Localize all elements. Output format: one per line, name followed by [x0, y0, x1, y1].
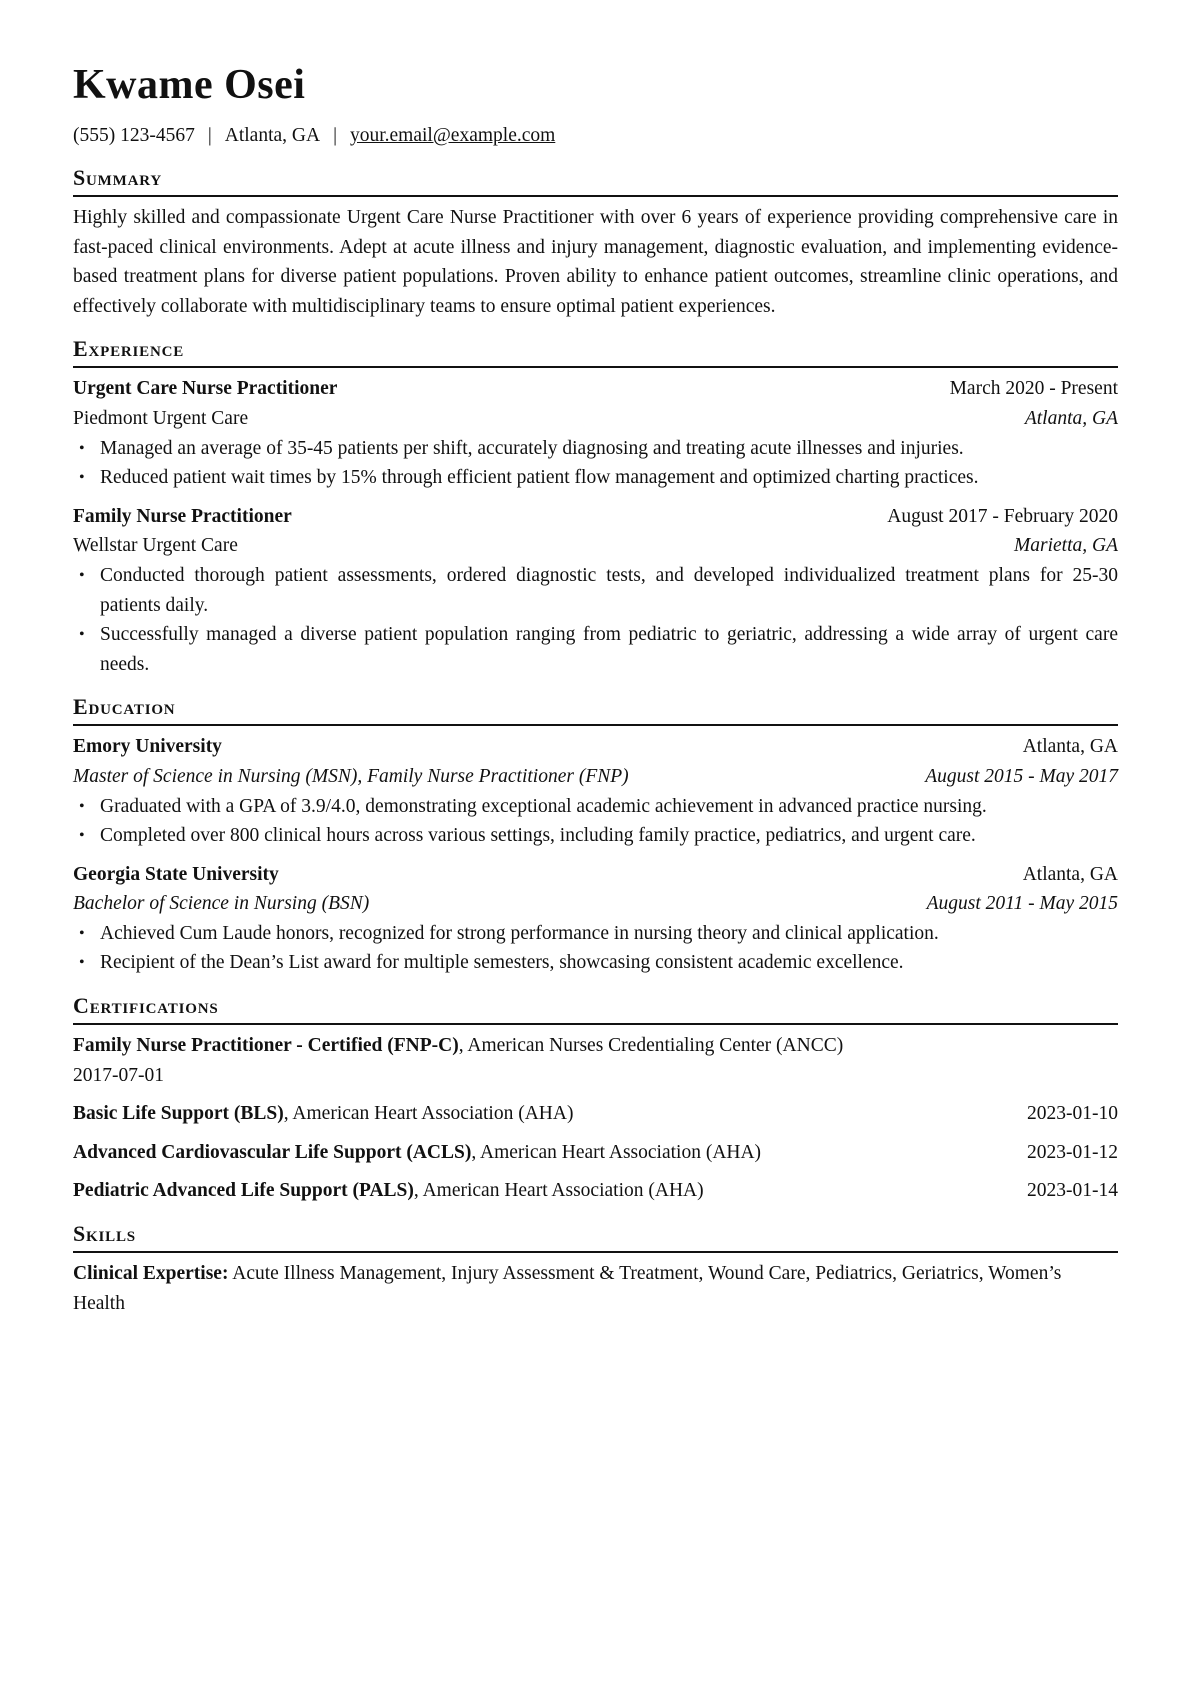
bullet-item: • Recipient of the Dean’s List award for multiple semesters, showcasing consistent academic excellence. — [73, 948, 1118, 978]
job-title: Family Nurse Practitioner — [73, 505, 292, 527]
school-name: Georgia State University — [73, 863, 279, 885]
education-section — [73, 693, 1118, 978]
employer: Piedmont Urgent Care — [73, 407, 249, 429]
job-bullets — [73, 434, 1118, 493]
certification-issuer: , American Heart Association (AHA) — [413, 1180, 704, 1202]
certifications-section — [73, 992, 1118, 1206]
bullet-item: • Reduced patient wait times by 15% through efficient patient flow management and optimized charting practices. — [73, 463, 1118, 493]
section-title-summary: Summary — [73, 164, 1118, 197]
certification-item — [73, 1138, 1118, 1168]
certification-issuer: , American Nurses Credentialing Center (ANCC) — [458, 1035, 844, 1057]
certification-name: Advanced Cardiovascular Life Support (ACLS) — [73, 1141, 472, 1163]
certification-issuer: , American Heart Association (AHA) — [283, 1103, 574, 1125]
certification-name: Family Nurse Practitioner - Certified (FNP-C) — [73, 1035, 459, 1057]
resume-page — [73, 58, 1118, 1318]
experience-entry — [73, 502, 1118, 680]
bullet-item: • Conducted thorough patient assessments, ordered diagnostic tests, and developed individualized treatment plans for 25-30 patients daily. — [73, 561, 1118, 620]
bullet-item: • Completed over 800 clinical hours across various settings, including family practice, pediatrics, and urgent care. — [73, 821, 1118, 851]
experience-section — [73, 335, 1118, 679]
certification-issuer: , American Heart Association (AHA) — [471, 1141, 762, 1163]
certification-date: 2023-01-12 — [1027, 1141, 1118, 1163]
degree: Master of Science in Nursing (MSN), Family Nurse Practitioner (FNP) — [73, 765, 629, 787]
certification-name: Pediatric Advanced Life Support (PALS) — [73, 1180, 414, 1202]
employer: Wellstar Urgent Care — [73, 535, 238, 557]
bullet-item: • Graduated with a GPA of 3.9/4.0, demonstrating exceptional academic achievement in advanced practice nursing. — [73, 792, 1118, 822]
email-link[interactable]: your.email@example.com — [349, 125, 556, 146]
education-bullets — [73, 919, 1118, 978]
school-location: Atlanta, GA — [1022, 736, 1118, 758]
bullet-item: • Successfully managed a diverse patient population ranging from pediatric to geriatric, addressing a wide array of urgent care needs. — [73, 620, 1118, 679]
summary-text: Highly skilled and compassionate Urgent Care Nurse Practitioner with over 6 years of experience providing comprehensive care in fast-paced clinical environments. Adept at acute illness and injury management, diagnostic evaluation, and implementing evidence-based treatment plans for diverse patient populations. Proven ability to enhance patient outcomes, streamline clinic operations, and effectively collaborate with multidisciplinary teams to ensure optimal patient experiences. — [73, 207, 1118, 317]
certification-item — [73, 1176, 1118, 1206]
school-name: Emory University — [73, 736, 222, 758]
job-title: Urgent Care Nurse Practitioner — [73, 378, 338, 400]
section-title-certifications: Certifications — [73, 992, 1118, 1025]
education-bullets — [73, 792, 1118, 851]
skills-list: Acute Illness Management, Injury Assessment & Treatment, Wound Care, Pediatrics, Geriatrics, Women’s Health — [73, 1263, 1062, 1314]
contact-line — [73, 122, 1118, 150]
job-dates: August 2017 - February 2020 — [887, 505, 1118, 527]
job-location: Atlanta, GA — [1024, 407, 1118, 429]
certification-date: 2017-07-01 — [73, 1064, 164, 1086]
job-dates: March 2020 - Present — [949, 378, 1118, 400]
bullet-item: • Managed an average of 35-45 patients per shift, accurately diagnosing and treating acute illnesses and injuries. — [73, 434, 1118, 464]
bullet-item: • Achieved Cum Laude honors, recognized for strong performance in nursing theory and clinical application. — [73, 919, 1118, 949]
job-bullets — [73, 561, 1118, 679]
certification-date: 2023-01-10 — [1027, 1103, 1118, 1125]
experience-entry — [73, 374, 1118, 492]
separator: | — [207, 125, 212, 146]
job-location: Marietta, GA — [1014, 535, 1118, 557]
skills-label: Clinical Expertise: — [73, 1263, 229, 1285]
section-title-experience: Experience — [73, 335, 1118, 368]
certification-item — [73, 1099, 1118, 1129]
skills-line — [73, 1259, 1118, 1318]
education-dates: August 2015 - May 2017 — [925, 765, 1118, 787]
section-title-education: Education — [73, 693, 1118, 726]
location: Atlanta, GA — [224, 125, 321, 146]
skills-section — [73, 1220, 1118, 1318]
education-entry — [73, 732, 1118, 850]
candidate-name: Kwame Osei — [73, 62, 306, 108]
education-entry — [73, 860, 1118, 978]
separator: | — [333, 125, 337, 146]
summary-section — [73, 164, 1118, 321]
degree: Bachelor of Science in Nursing (BSN) — [73, 893, 370, 915]
certification-date: 2023-01-14 — [1027, 1180, 1118, 1202]
education-dates: August 2011 - May 2015 — [926, 893, 1118, 915]
school-location: Atlanta, GA — [1022, 863, 1118, 885]
phone: (555) 123-4567 — [73, 125, 195, 146]
certification-item — [73, 1031, 1118, 1090]
section-title-skills: Skills — [73, 1220, 1118, 1253]
certification-name: Basic Life Support (BLS) — [73, 1103, 284, 1125]
